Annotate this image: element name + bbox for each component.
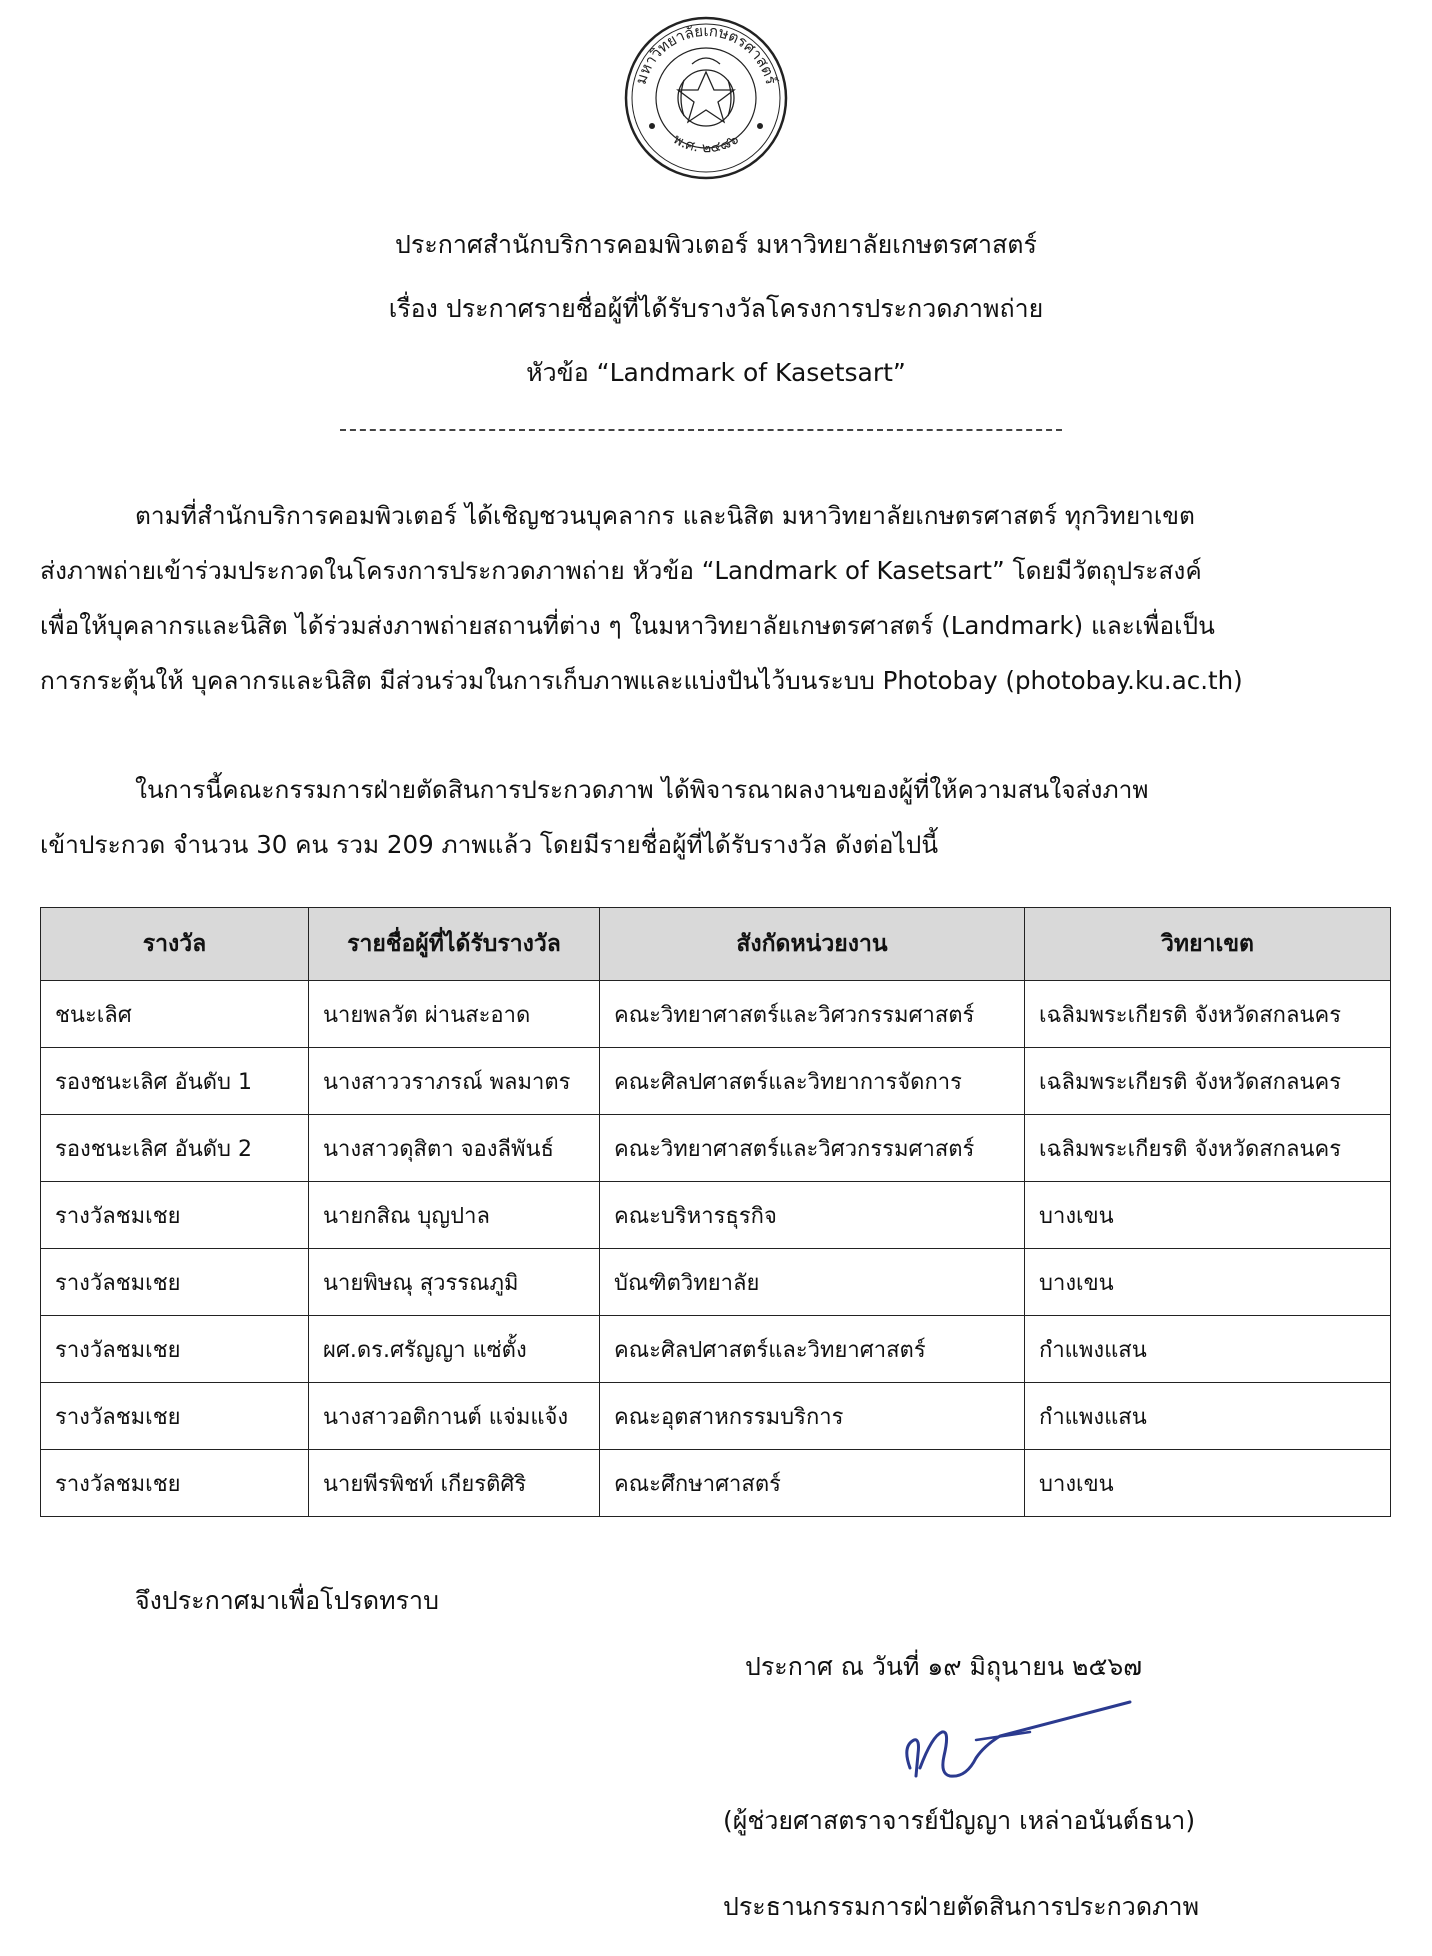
unit-cell: คณะอุตสาหกรรมบริการ: [600, 1383, 1025, 1450]
award-cell: รองชนะเลิศ อันดับ 2: [41, 1115, 309, 1182]
winner-cell: ผศ.ดร.ศรัญญา แซ่ตั้ง: [309, 1316, 600, 1383]
unit-cell: คณะบริหารธุรกิจ: [600, 1182, 1025, 1249]
seal-bottom-text: พ.ศ. ๒๔๘๖: [670, 131, 742, 157]
signer-title: ประธานกรรมการฝ่ายตัดสินการประกวดภาพ: [723, 1892, 1200, 1921]
paragraph-line: ตามที่สำนักบริการคอมพิวเตอร์ ได้เชิญชวนบุคลากร และนิสิต มหาวิทยาลัยเกษตรศาสตร์ ทุกวิทยาเขต: [135, 501, 1195, 530]
announcement-topic: หัวข้อ “Landmark of Kasetsart”: [526, 358, 906, 387]
header-divider: [340, 429, 1062, 431]
unit-cell: บัณฑิตวิทยาลัย: [600, 1249, 1025, 1316]
table-row: [41, 1182, 1391, 1249]
award-cell: รางวัลชมเชย: [41, 1316, 309, 1383]
unit-cell: คณะศึกษาศาสตร์: [600, 1450, 1025, 1517]
award-cell: ชนะเลิศ: [41, 981, 309, 1048]
campus-cell: กำแพงแสน: [1025, 1316, 1391, 1383]
table-row: [41, 1249, 1391, 1316]
svg-text:มหาวิทยาลัยเกษตรศาสตร์: [632, 22, 781, 86]
winner-cell: นางสาววราภรณ์ พลมาตร: [309, 1048, 600, 1115]
unit-cell: คณะวิทยาศาสตร์และวิศวกรรมศาสตร์: [600, 1115, 1025, 1182]
paragraph-line: การกระตุ้นให้ บุคลากรและนิสิต มีส่วนร่วมในการเก็บภาพและแบ่งปันไว้บนระบบ Photobay (photobay.ku.ac.th): [40, 666, 1243, 695]
column-header-winner: รายชื่อผู้ที่ได้รับรางวัล: [309, 908, 600, 981]
campus-cell: เฉลิมพระเกียรติ จังหวัดสกลนคร: [1025, 1115, 1391, 1182]
signature-icon: [880, 1696, 1140, 1796]
svg-text:พ.ศ. ๒๔๘๖: [670, 131, 741, 156]
winner-cell: นายพีรพิชท์ เกียรติศิริ: [309, 1450, 600, 1517]
campus-cell: บางเขน: [1025, 1182, 1391, 1249]
award-cell: รางวัลชมเชย: [41, 1249, 309, 1316]
table-header-row: [41, 908, 1391, 981]
winner-cell: นางสาวดุสิตา จองลีพันธ์: [309, 1115, 600, 1182]
intro-paragraph: [40, 488, 1390, 708]
paragraph-line: เพื่อให้บุคลากรและนิสิต ได้ร่วมส่งภาพถ่ายสถานที่ต่าง ๆ ในมหาวิทยาลัยเกษตรศาสตร์ (Landmark) และเพื่อเป็น: [40, 611, 1215, 640]
campus-cell: เฉลิมพระเกียรติ จังหวัดสกลนคร: [1025, 981, 1391, 1048]
paragraph-line: ในการนี้คณะกรรมการฝ่ายตัดสินการประกวดภาพ ได้พิจารณาผลงานของผู้ที่ให้ความสนใจส่งภาพ: [135, 775, 1149, 804]
award-cell: รางวัลชมเชย: [41, 1450, 309, 1517]
table-row: [41, 1048, 1391, 1115]
signer-name: (ผู้ช่วยศาสตราจารย์ปัญญา เหล่าอนันต์ธนา): [723, 1806, 1196, 1835]
unit-cell: คณะศิลปศาสตร์และวิทยาการจัดการ: [600, 1048, 1025, 1115]
awards-table: [40, 907, 1391, 1517]
table-row: [41, 1383, 1391, 1450]
unit-cell: คณะวิทยาศาสตร์และวิศวกรรมศาสตร์: [600, 981, 1025, 1048]
university-seal-icon: [622, 14, 790, 182]
campus-cell: บางเขน: [1025, 1249, 1391, 1316]
table-row: [41, 1316, 1391, 1383]
award-cell: รองชนะเลิศ อันดับ 1: [41, 1048, 309, 1115]
column-header-unit: สังกัดหน่วยงาน: [600, 908, 1025, 981]
table-row: [41, 1115, 1391, 1182]
winner-cell: นายกสิณ บุญปาล: [309, 1182, 600, 1249]
campus-cell: บางเขน: [1025, 1450, 1391, 1517]
closing-notice: จึงประกาศมาเพื่อโปรดทราบ: [135, 1586, 439, 1615]
winner-cell: นายพิษณุ สุวรรณภูมิ: [309, 1249, 600, 1316]
column-header-campus: วิทยาเขต: [1025, 908, 1391, 981]
column-header-award: รางวัล: [41, 908, 309, 981]
table-row: [41, 1450, 1391, 1517]
winner-cell: นางสาวอติกานต์ แจ่มแจ้ง: [309, 1383, 600, 1450]
campus-cell: กำแพงแสน: [1025, 1383, 1391, 1450]
unit-cell: คณะศิลปศาสตร์และวิทยาศาสตร์: [600, 1316, 1025, 1383]
table-row: [41, 981, 1391, 1048]
winner-cell: นายพลวัต ผ่านสะอาด: [309, 981, 600, 1048]
announcement-subject: เรื่อง ประกาศรายชื่อผู้ที่ได้รับรางวัลโครงการประกวดภาพถ่าย: [388, 294, 1044, 323]
award-cell: รางวัลชมเชย: [41, 1182, 309, 1249]
campus-cell: เฉลิมพระเกียรติ จังหวัดสกลนคร: [1025, 1048, 1391, 1115]
announcement-date: ประกาศ ณ วันที่ ๑๙ มิถุนายน ๒๕๖๗: [745, 1652, 1143, 1681]
award-cell: รางวัลชมเชย: [41, 1383, 309, 1450]
paragraph-line: เข้าประกวด จำนวน 30 คน รวม 209 ภาพแล้ว โดยมีรายชื่อผู้ที่ได้รับรางวัล ดังต่อไปนี้: [40, 830, 939, 859]
announcement-header-line1: ประกาศสำนักบริการคอมพิวเตอร์ มหาวิทยาลัยเกษตรศาสตร์: [395, 230, 1037, 259]
seal-top-text: มหาวิทยาลัยเกษตรศาสตร์: [631, 21, 781, 87]
paragraph-line: ส่งภาพถ่ายเข้าร่วมประกวดในโครงการประกวดภาพถ่าย หัวข้อ “Landmark of Kasetsart” โดยมีวัตถุประสงค์: [40, 556, 1202, 585]
judging-paragraph: [40, 762, 1390, 872]
